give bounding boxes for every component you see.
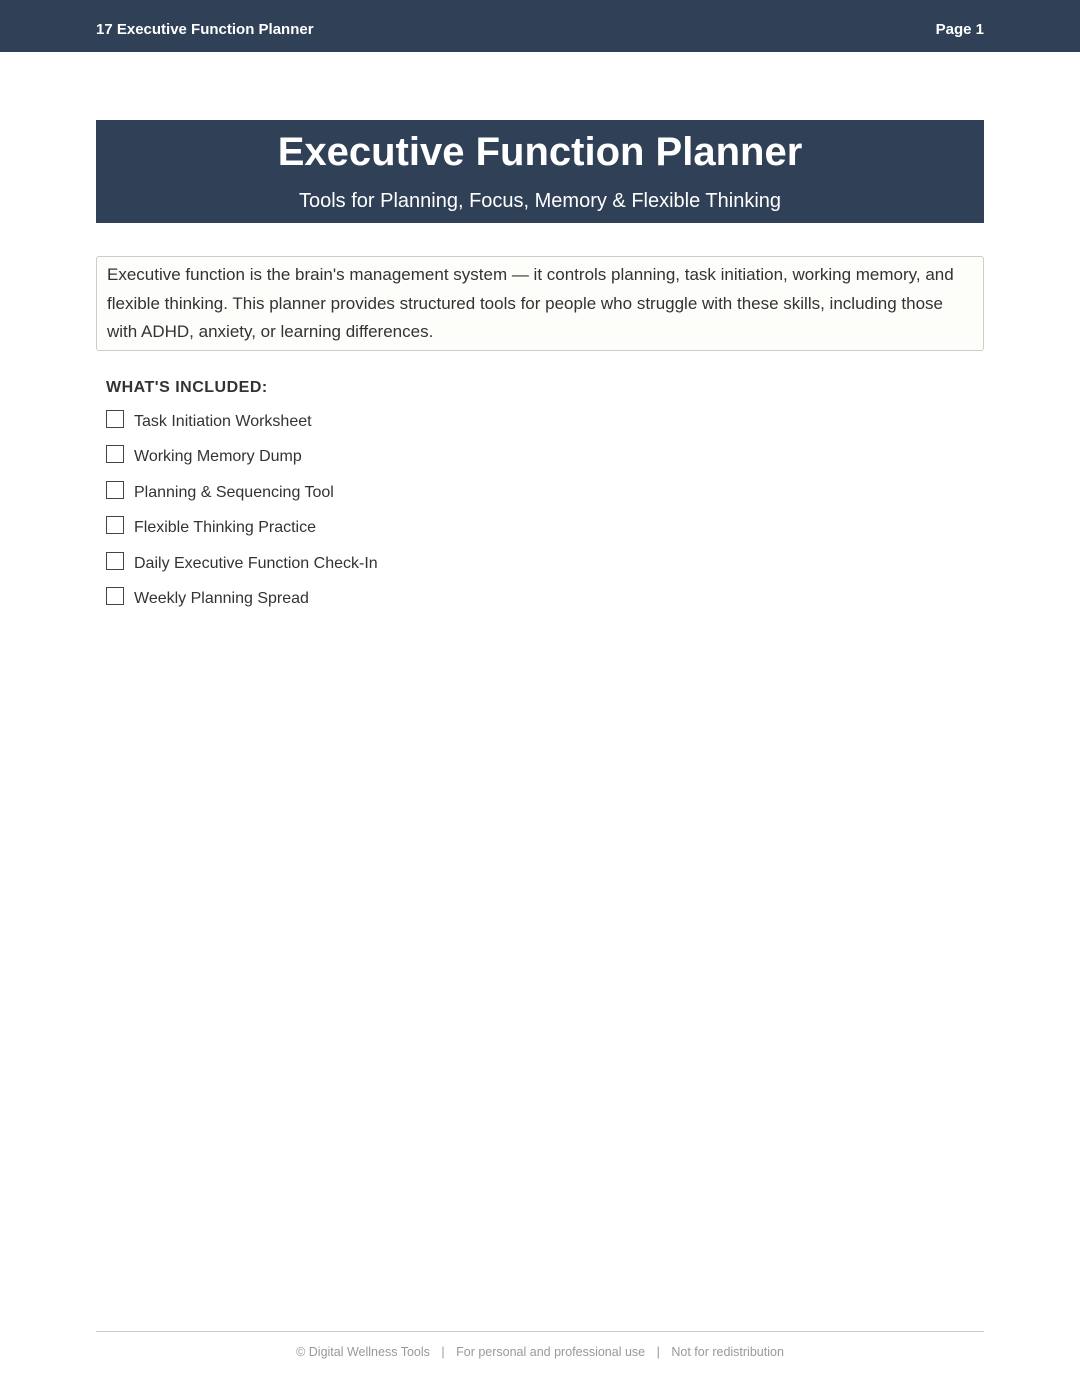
checklist-item-label: Weekly Planning Spread bbox=[134, 589, 309, 607]
page-title: Executive Function Planner bbox=[277, 130, 803, 174]
checkbox[interactable] bbox=[106, 587, 124, 605]
checkbox[interactable] bbox=[106, 410, 124, 428]
footer-restriction: Not for redistribution bbox=[671, 1345, 784, 1359]
intro-text: Executive function is the brain's management system — it controls planning, task initiation, working memory, and flexible thinking. This planner provides structured tools for people who struggle with these skills, including those with ADHD, anxiety, or learning differences. bbox=[107, 265, 954, 341]
checklist-item[interactable] bbox=[106, 516, 378, 551]
page-number: Page 1 bbox=[935, 21, 984, 38]
footer-separator: | bbox=[441, 1345, 445, 1359]
included-heading: WHAT'S INCLUDED: bbox=[106, 379, 268, 396]
checkbox[interactable] bbox=[106, 445, 124, 463]
checklist-item-label: Task Initiation Worksheet bbox=[134, 413, 312, 430]
page-subtitle: Tools for Planning, Focus, Memory & Flexible Thinking bbox=[298, 190, 782, 212]
page-header-bar bbox=[0, 0, 1080, 52]
checkbox[interactable] bbox=[106, 516, 124, 534]
checkbox[interactable] bbox=[106, 481, 124, 499]
checkbox[interactable] bbox=[106, 552, 124, 570]
included-checklist bbox=[106, 410, 378, 622]
checklist-item-label: Planning & Sequencing Tool bbox=[134, 483, 334, 501]
checklist-item[interactable] bbox=[106, 587, 378, 622]
checklist-item[interactable] bbox=[106, 552, 378, 587]
footer-usage: For personal and professional use bbox=[456, 1345, 646, 1359]
checklist-item-label: Flexible Thinking Practice bbox=[134, 519, 317, 537]
footer-separator: | bbox=[656, 1345, 660, 1359]
checklist-item[interactable] bbox=[106, 410, 378, 445]
document-title: 17 Executive Function Planner bbox=[96, 21, 314, 38]
footer-divider bbox=[96, 1331, 984, 1332]
checklist-item-label: Daily Executive Function Check-In bbox=[134, 554, 378, 572]
page-footer bbox=[0, 1344, 1080, 1360]
checklist-item-label: Working Memory Dump bbox=[134, 448, 302, 466]
checklist-item[interactable] bbox=[106, 445, 378, 480]
footer-copyright: © Digital Wellness Tools bbox=[296, 1345, 430, 1359]
title-banner bbox=[96, 120, 984, 223]
checklist-item[interactable] bbox=[106, 481, 378, 516]
intro-box bbox=[96, 256, 984, 351]
